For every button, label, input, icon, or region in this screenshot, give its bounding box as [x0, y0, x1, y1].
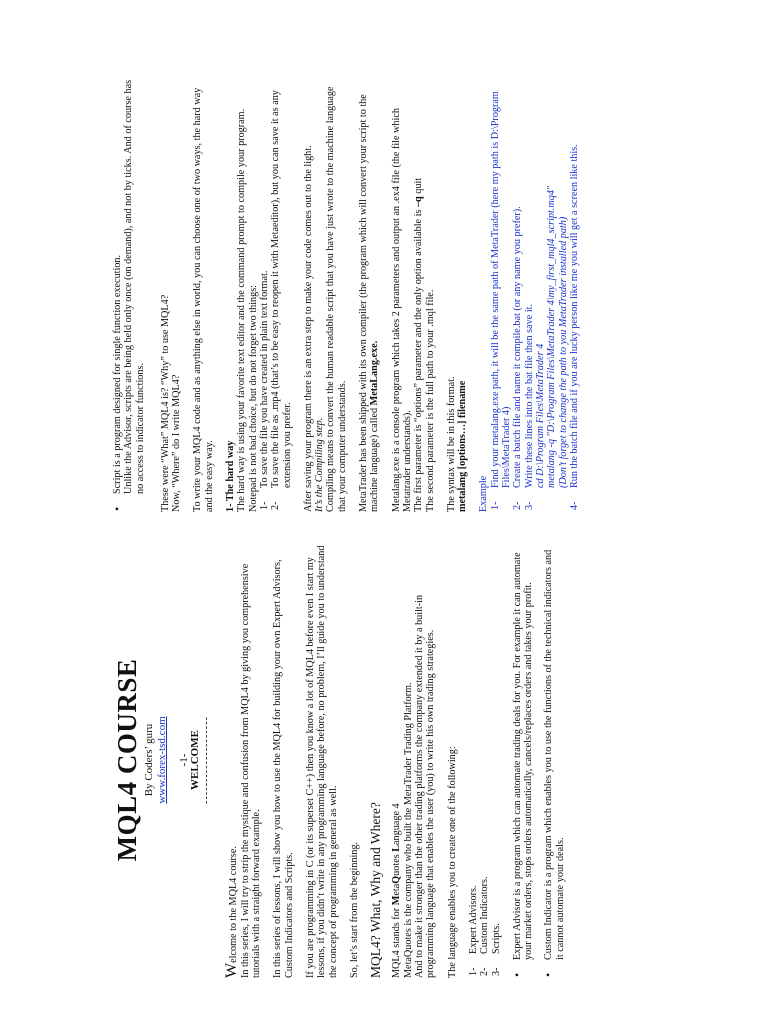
syntax-block: The syntax will be in this format. metalang [options…] filename — [446, 74, 469, 512]
bullet-expert-advisor: • Expert Advisor is a program which can automate trading deals for you. For example it can automate your market orders, stops orders automatically, cancels/replaces orders and takes your profit. — [512, 542, 535, 960]
syntax-format: metalang [options…] filename — [457, 380, 469, 512]
example-steps — [490, 74, 580, 512]
script-definition-list — [112, 74, 146, 512]
paragraph-mql4-definition: MQL4 stands for MetaQuotes Language 4 MetaQuotes is the company who built the MetaTrader Trading Platform. And to make it stronger than the other trading platforms the company extended it by a built-in programming language that enables the user (you) to write his own trading strategies. — [391, 594, 437, 978]
list-item: 4- Run the batch file and if you are lucky person like me you will get a screen like this. — [568, 144, 580, 510]
hard-way-steps — [259, 74, 293, 512]
paragraph-start: So, let’s start from the beginning. — [348, 841, 360, 978]
program-types-list — [468, 542, 502, 978]
list-item: 1- To save the file you have created in plain text format. — [258, 270, 270, 510]
paragraph-questions: These were “What” MQL4 is? “Why” to use MQL4? Now, “Where” do I write MQL4? — [159, 294, 183, 512]
title-block — [112, 542, 212, 978]
paragraph-metatrader-compiler: MetaTrader has been shipped with its own compiler (the program which will convert your script to the machine language) called MetaLang.exe. — [358, 94, 381, 512]
list-item: 2- To save the file as .mp4 (that’s to be easy to reopen it with Metaeditor), but you can save it as any extension you prefer. — [270, 90, 293, 510]
byline: By Coders’ guru — [143, 723, 155, 797]
dropcap: W — [223, 962, 241, 978]
compiling-step-label: It’s the Compiling step. — [314, 417, 326, 512]
batch-file-lines: cd D:\Program Files\MetaTrader 4 metalang -q "D:\Program Files\MetaTrader 4\my_first_mql4_script.mq4" (Don’t forget to change the path to you MetaTrader installed path) — [534, 185, 569, 488]
paragraph-c-programming: If you are programming in C (or its superset C++) then you know a lot of MQL4 before even I start my lessons, if you didn’t write in any programming language before, no problem, I’ll guide you to understand the concept of programming in general as well. — [304, 545, 339, 978]
paragraph-metalang: Metalang.exe is a console program which takes 2 parameters and output an .ex4 file (the file which Metatrader understands). The first parameter is “options” parameter and the only option available is –q quit The second parameter is the full path to your .mql file. — [390, 108, 436, 512]
list-item: 2- Create a batch file and name it compile.bat (or any name you prefer). — [512, 206, 524, 510]
definitions-list — [512, 542, 566, 978]
intro-paragraph: Welcome to the MQL4 course. In this series, I will try to strip the mystique and confusion from MQL4 by giving you comprehensive tutorials with a straight forward example. — [223, 563, 263, 978]
hard-way-block — [225, 74, 293, 512]
hard-way-text: The hard way is using your favorite text editor and the command prompt to compile your program. Notepad is not bad choice, but do not forget two things: — [236, 108, 259, 512]
list-item: 2- Custom Indicators. — [479, 876, 491, 976]
website-link[interactable]: www.forex-tsd.com — [156, 716, 169, 804]
list-item: 1- Expert Advisors. — [467, 885, 479, 976]
bullet-custom-indicator: • Custom Indicator is a program which enables you to use the functions of the technical indicators and it cannot automate your deals. — [543, 542, 566, 960]
section-heading: MQL4? What, Why and Where? — [368, 802, 384, 978]
title-rule: -------------------- — [201, 716, 213, 804]
list-item: 3- Write these lines into the bat file then save it. cd D:\Program Files\MetaTrader 4 metalang -q "D:\Program Files\MetaTrader 4\my_first_mql4_script.mq4" (Don’t forget to change the path to you MetaTrader installed path) — [524, 74, 569, 488]
paragraph-enables: The language enables you to create one of the following: — [446, 746, 458, 978]
paragraph-write: To write your MQL4 code and as anything else in world, you can choose one of two ways, the hard way and the easy way. — [192, 87, 215, 512]
lesson-number: -1- — [177, 753, 190, 767]
compiling-paragraph: After saving your program there is an extra step to make your code comes out to the light. It’s the Compiling step. Compiling means to convert the human readable script that you have just wrote to the machine language that your computer understands. — [303, 74, 348, 512]
right-column — [112, 74, 590, 512]
lesson-name: WELCOME — [188, 730, 201, 790]
hard-way-heading: 1- The hard way — [225, 440, 237, 512]
paragraph-lessons: In this series of lessons, I will show you how to use the MQL4 for building your own Expert Advisors, Custom Indicators and Scripts. — [272, 559, 295, 978]
list-item: 3- Scripts. — [490, 923, 502, 976]
bullet-script: • Script is a program designed for single function execution. Unlike the Advisor, scripts are being held only once (on demand), and not by ticks. And of course has no access to indicator functions. — [112, 74, 146, 494]
document-title: MQL4 COURSE — [112, 658, 142, 862]
example-label: Example — [478, 475, 490, 512]
list-item: 1- Find your metalang.exe path, it will be the same path of MetaTrader (here my path is D:\Program Files\MetaTrader 4) — [489, 91, 513, 510]
left-column — [112, 542, 576, 978]
